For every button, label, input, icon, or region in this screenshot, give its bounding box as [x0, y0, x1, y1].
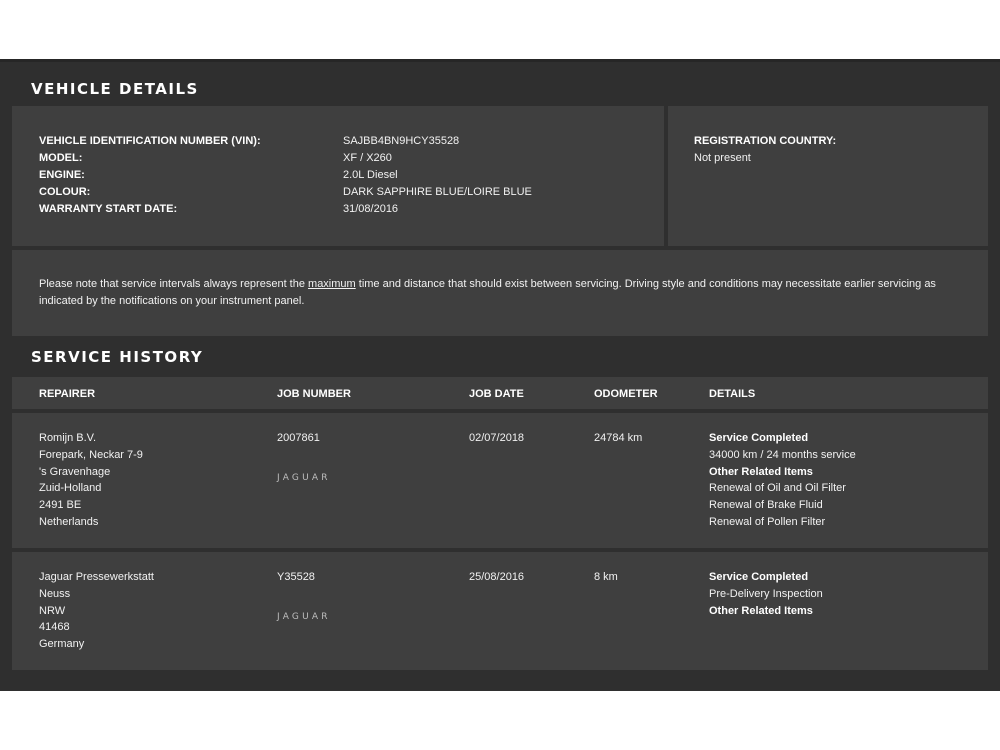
registration-country-value: Not present: [694, 152, 751, 164]
engine-value: 2.0L Diesel: [343, 169, 398, 181]
odometer: 24784 km: [594, 432, 643, 444]
vehicle-details-labels: [39, 133, 261, 218]
job-date: 02/07/2018: [469, 432, 525, 444]
service-details: [709, 430, 856, 531]
job-number: 2007861: [277, 432, 320, 444]
jaguar-logo: JAGUAR: [277, 473, 331, 483]
column-header-odometer: ODOMETER: [594, 388, 658, 400]
registration-country-label: REGISTRATION COUNTRY:: [694, 135, 837, 147]
column-header-job-number: JOB NUMBER: [277, 388, 351, 400]
service-history-title: SERVICE HISTORY: [31, 348, 204, 366]
colour-value: DARK SAPPHIRE BLUE/LOIRE BLUE: [343, 186, 532, 198]
vin-label: VEHICLE IDENTIFICATION NUMBER (VIN):: [39, 135, 261, 147]
job-date: 25/08/2016: [469, 571, 525, 583]
vehicle-details-values: [343, 133, 532, 218]
repairer-line: Zuid-Holland: [39, 482, 102, 495]
repairer-line: Romijn B.V.: [39, 432, 97, 444]
engine-label: ENGINE:: [39, 169, 85, 181]
repairer-address: [39, 569, 154, 653]
details-heading: Other Related Items: [709, 465, 813, 478]
job-number: Y35528: [277, 571, 315, 583]
details-heading: Service Completed: [709, 432, 809, 444]
registration-panel: [668, 106, 988, 246]
vehicle-details-panel: [12, 106, 664, 246]
notice-text-before: Please note that service intervals always represent the: [39, 278, 309, 290]
repairer-line: Jaguar Pressewerkstatt: [39, 571, 154, 583]
notice-text-after: time and distance that should exist between servicing. Driving style and conditions may necessitate earlier servicing as indicated by the notifications on your instrument panel.: [39, 278, 936, 307]
details-item: Pre-Delivery Inspection: [709, 587, 823, 600]
model-label: MODEL:: [39, 152, 83, 164]
column-header-job-date: JOB DATE: [469, 388, 524, 400]
details-heading: Other Related Items: [709, 604, 813, 617]
warranty-start-date-label: WARRANTY START DATE:: [39, 203, 178, 215]
service-details: [709, 569, 823, 619]
odometer: 8 km: [594, 571, 618, 583]
repairer-line: Forepark, Neckar 7-9: [39, 448, 143, 461]
model-value: XF / X260: [343, 152, 392, 164]
vin-value: SAJBB4BN9HCY35528: [343, 135, 460, 147]
frame-top-shade: [0, 59, 1000, 62]
repairer-line: 's Gravenhage: [39, 465, 111, 478]
column-header-details: DETAILS: [709, 388, 756, 400]
details-item: Renewal of Oil and Oil Filter: [709, 482, 846, 495]
column-header-repairer: REPAIRER: [39, 388, 96, 400]
repairer-line: Germany: [39, 638, 85, 651]
service-interval-notice: [39, 276, 969, 310]
colour-label: COLOUR:: [39, 186, 91, 198]
details-item: Renewal of Brake Fluid: [709, 499, 823, 512]
jaguar-logo: JAGUAR: [277, 612, 331, 622]
repairer-line: 41468: [39, 621, 70, 634]
notice-emphasis: maximum: [308, 278, 356, 290]
repairer-line: NRW: [39, 604, 66, 617]
details-item: 34000 km / 24 months service: [709, 448, 856, 461]
details-item: Renewal of Pollen Filter: [709, 515, 826, 528]
repairer-address: [39, 430, 143, 531]
warranty-start-date-value: 31/08/2016: [343, 203, 399, 215]
repairer-line: Neuss: [39, 587, 71, 600]
vehicle-details-title: VEHICLE DETAILS: [31, 80, 199, 98]
repairer-line: 2491 BE: [39, 499, 82, 512]
repairer-line: Netherlands: [39, 515, 99, 528]
details-heading: Service Completed: [709, 571, 809, 583]
